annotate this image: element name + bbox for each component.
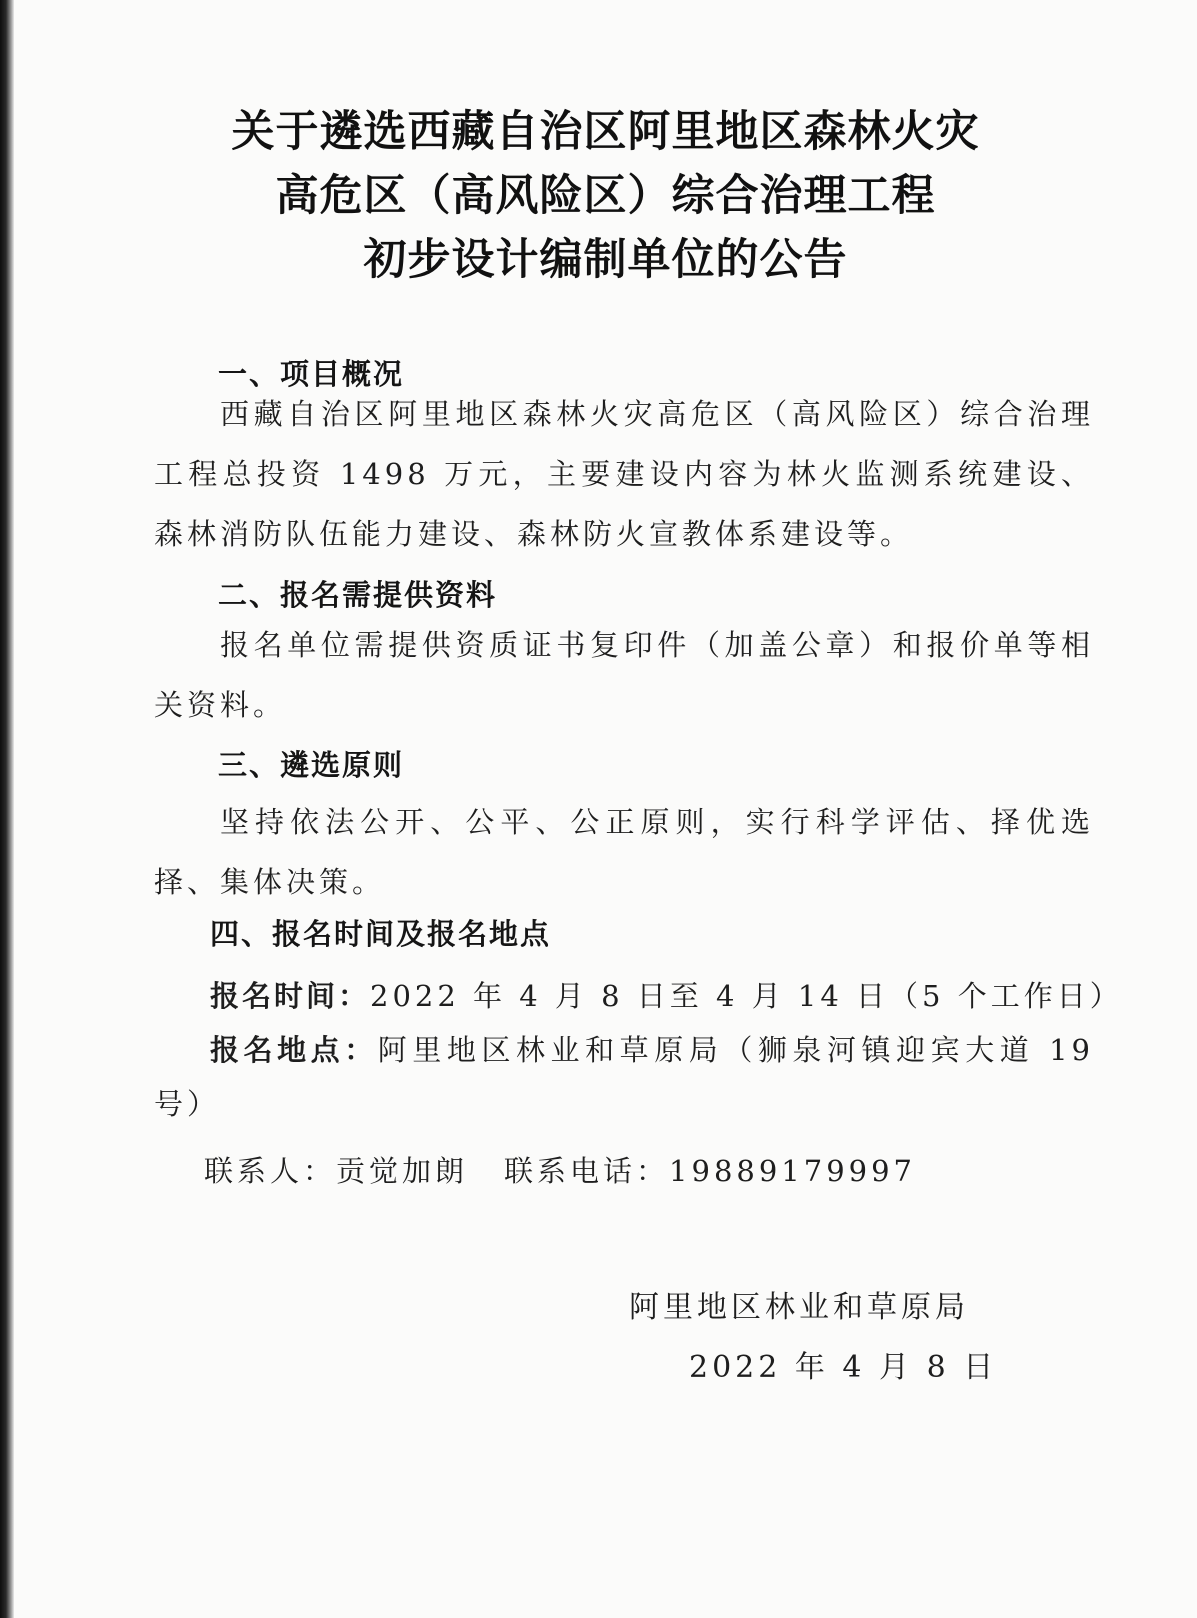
title-line-1: 关于遴选西藏自治区阿里地区森林火灾: [231, 107, 980, 157]
section-3-heading: 三、遴选原则: [218, 748, 405, 782]
registration-place-value: 阿里地区林业和草原局（狮泉河镇迎宾大道 19 号）: [154, 1033, 1094, 1121]
registration-time-label: 报名时间：: [210, 979, 371, 1013]
section-2-heading: 二、报名需提供资料: [218, 578, 498, 612]
section-4-heading: 四、报名时间及报名地点: [210, 917, 552, 951]
contact-person-label: 联系人：: [204, 1154, 337, 1188]
document-page: [14, 0, 1197, 1618]
title-line-2: 高危区（高风险区）综合治理工程: [275, 171, 936, 221]
scan-page-edge: [0, 0, 14, 1618]
title-line-3: 初步设计编制单位的公告: [363, 235, 848, 285]
registration-time: [210, 965, 1123, 1027]
section-3-body: 坚持依法公开、公平、公正原则，实行科学评估、择优选择、集体决策。: [154, 805, 1094, 899]
contact-line: [204, 1140, 916, 1202]
registration-place-label: 报名地点：: [210, 1033, 378, 1067]
section-1-heading: 一、项目概况: [218, 357, 405, 391]
registration-place: [154, 1023, 1094, 1131]
document-title: [14, 100, 1197, 292]
contact-person: 贡觉加朗: [336, 1154, 469, 1188]
registration-time-value: 2022 年 4 月 8 日至 4 月 14 日（5 个工作日）: [370, 979, 1123, 1013]
signature-date: 2022 年 4 月 8 日: [689, 1350, 998, 1385]
contact-phone: 19889179997: [669, 1154, 917, 1188]
section-1-body: 西藏自治区阿里地区森林火灾高危区（高风险区）综合治理工程总投资 1498 万元，主要建设内容为林火监测系统建设、森林消防队伍能力建设、森林防火宣教体系建设等。: [154, 397, 1094, 551]
contact-phone-label: 联系电话：: [504, 1154, 670, 1188]
signature-org: 阿里地区林业和草原局: [629, 1290, 969, 1325]
section-2-body: 报名单位需提供资质证书复印件（加盖公章）和报价单等相关资料。: [154, 628, 1094, 722]
